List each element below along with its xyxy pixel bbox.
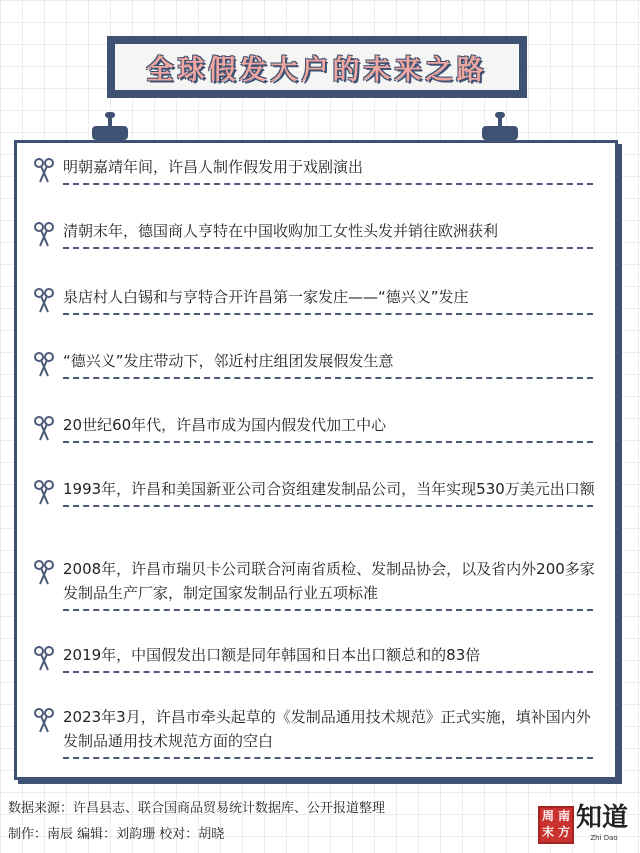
timeline-text: 清朝末年，德国商人亨特在中国收购加工女性头发并销往欧洲获利 bbox=[63, 222, 499, 240]
timeline-item bbox=[33, 219, 617, 249]
logo-char: 周 bbox=[541, 809, 554, 823]
timeline-item bbox=[33, 349, 617, 379]
dashed-divider bbox=[63, 757, 593, 759]
timeline-text: 20世纪60年代，许昌市成为国内假发代加工中心 bbox=[63, 416, 387, 434]
timeline-text: 明朝嘉靖年间，许昌人制作假发用于戏剧演出 bbox=[63, 158, 364, 176]
zhidao-text: 知道 bbox=[576, 803, 629, 833]
scissors-icon bbox=[33, 157, 55, 183]
timeline-item bbox=[33, 557, 617, 611]
timeline-item bbox=[33, 155, 617, 185]
timeline-text: 2008年，许昌市瑞贝卡公司联合河南省质检、发制品协会，以及省内外200多家发制品生产厂家，制定国家发制品行业五项标准 bbox=[63, 560, 595, 602]
dashed-divider bbox=[63, 609, 593, 611]
timeline-panel bbox=[14, 140, 618, 780]
scissors-icon bbox=[33, 559, 55, 585]
timeline-item bbox=[33, 477, 617, 507]
timeline-text: 2019年，中国假发出口额是同年韩国和日本出口额总和的83倍 bbox=[63, 646, 481, 664]
title-inner bbox=[113, 42, 521, 92]
footer bbox=[8, 796, 538, 848]
timeline-text: “德兴义”发庄带动下，邻近村庄组团发展假发生意 bbox=[63, 352, 394, 370]
zhidao-logo bbox=[576, 802, 632, 846]
dashed-divider bbox=[63, 247, 593, 249]
scissors-icon bbox=[33, 415, 55, 441]
timeline-item bbox=[33, 285, 617, 315]
timeline-item bbox=[33, 413, 617, 443]
dashed-divider bbox=[63, 441, 593, 443]
zhidao-sub: Zhi Dao bbox=[590, 834, 618, 842]
logo-char: 方 bbox=[557, 825, 570, 839]
dashed-divider bbox=[63, 671, 593, 673]
logo-char: 南 bbox=[557, 809, 570, 823]
dashed-divider bbox=[63, 313, 593, 315]
timeline-text: 2023年3月，许昌市牵头起草的《发制品通用技术规范》正式实施，填补国内外发制品通用技术规范方面的空白 bbox=[63, 708, 591, 750]
timeline-item bbox=[33, 643, 617, 673]
data-source: 数据来源：许昌县志、联合国商品贸易统计数据库、公开报道整理 bbox=[8, 801, 386, 816]
timeline-item bbox=[33, 705, 617, 759]
timeline-text: 泉店村人白锡和与亨特合开许昌第一家发庄——“德兴义”发庄 bbox=[63, 288, 469, 306]
scissors-icon bbox=[33, 645, 55, 671]
dashed-divider bbox=[63, 377, 593, 379]
title-banner bbox=[107, 36, 527, 98]
scissors-icon bbox=[33, 479, 55, 505]
dashed-divider bbox=[63, 505, 593, 507]
page-title: 全球假发大户的未来之路 bbox=[146, 54, 488, 86]
credits: 制作：南辰 编辑：刘韵珊 校对：胡晓 bbox=[8, 827, 225, 842]
dashed-divider bbox=[63, 183, 593, 185]
scissors-icon bbox=[33, 351, 55, 377]
scissors-icon bbox=[33, 221, 55, 247]
scissors-icon bbox=[33, 287, 55, 313]
scissors-icon bbox=[33, 707, 55, 733]
nanfang-logo bbox=[538, 806, 574, 844]
logo-char: 末 bbox=[541, 825, 554, 839]
timeline-text: 1993年，许昌和美国新亚公司合资组建发制品公司，当年实现530万美元出口额 bbox=[63, 480, 595, 498]
